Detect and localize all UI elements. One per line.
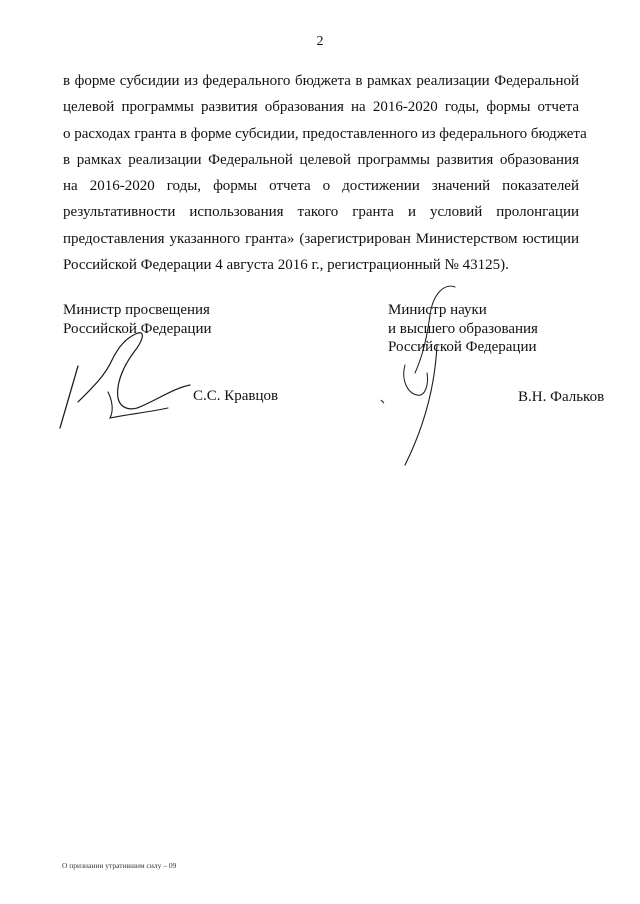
- page-number: 2: [316, 34, 324, 49]
- body-line-2: целевой программы развития образования на 2016-2020 годы, формы отчета: [63, 99, 579, 116]
- signer-left-title-line-2: Российской Федерации: [63, 320, 212, 337]
- left-signature: [50, 330, 200, 440]
- body-line-8: Российской Федерации 4 августа 2016 г., регистрационный № 43125).: [63, 257, 509, 274]
- body-line-5: на 2016-2020 годы, формы отчета о достижении значений показателей: [63, 178, 579, 195]
- body-line-6: результативности использования такого гранта и условий пролонгации: [63, 204, 579, 221]
- signer-right-title: [388, 301, 538, 357]
- signer-right-title-line-1: Министр науки: [388, 302, 487, 318]
- body-line-4: в рамках реализации Федеральной целевой программы развития образования: [63, 151, 579, 168]
- signer-left-name: С.С. Кравцов: [193, 388, 279, 404]
- body-text: [63, 68, 587, 278]
- body-line-7: предоставления указанного гранта» (зарегистрирован Министерством юстиции: [63, 230, 579, 247]
- signer-right-title-line-2: и высшего образования: [388, 320, 538, 337]
- signer-right-name: В.Н. Фальков: [518, 389, 605, 405]
- body-line-3: о расходах гранта в форме субсидии, предоставленного из федерального бюджета: [63, 125, 587, 142]
- signer-left-title-line-1: Министр просвещения: [63, 302, 210, 318]
- body-line-1: в форме субсидии из федерального бюджета в рамках реализации Федеральной: [63, 73, 579, 89]
- signer-right-title-line-3: Российской Федерации: [388, 339, 537, 355]
- footer-note: О признании утратившим силу – 09: [62, 861, 177, 870]
- signer-left-title: [63, 301, 212, 338]
